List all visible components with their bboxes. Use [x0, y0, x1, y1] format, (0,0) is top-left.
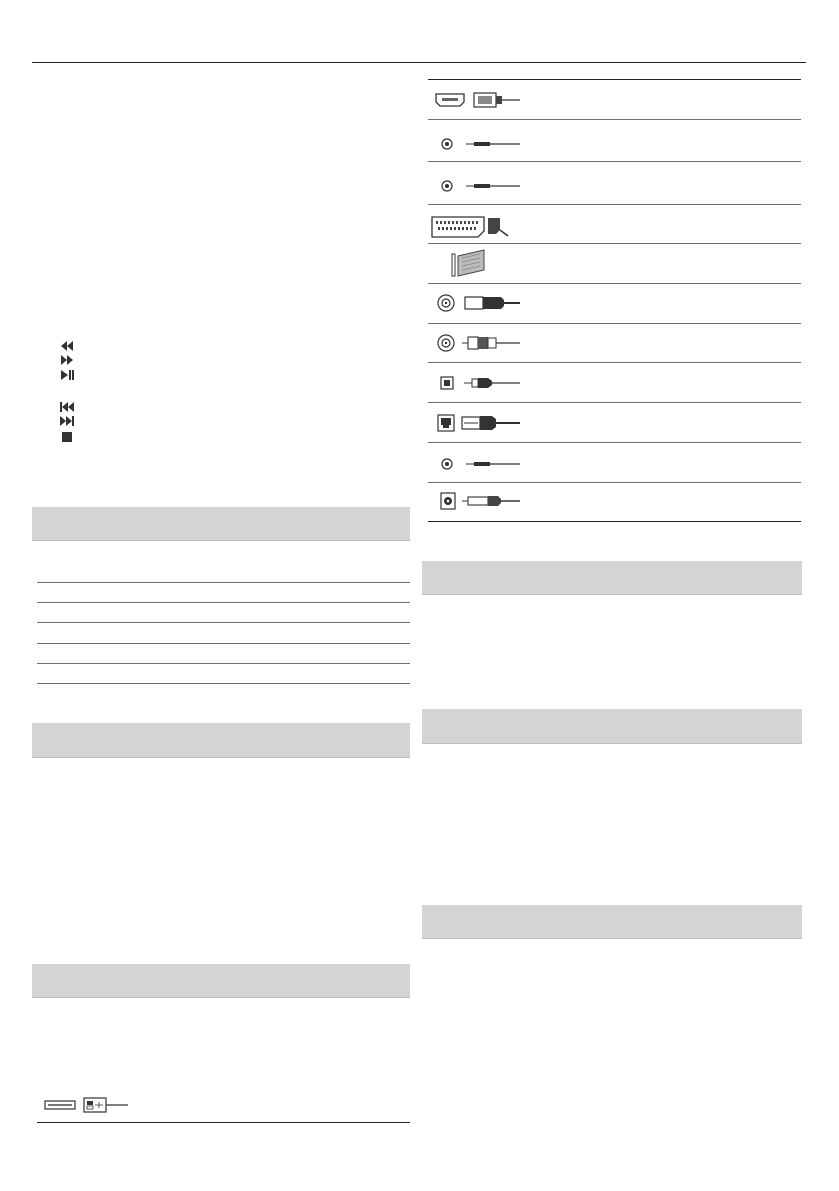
header-rule [32, 62, 806, 63]
skip-next-icon [60, 415, 74, 427]
dc-power-connector-icon [440, 491, 520, 511]
skip-previous-icon [60, 401, 74, 413]
headphone-jack-connector-icon [440, 456, 520, 472]
connector-row-divider [428, 362, 801, 363]
connector-row-divider [428, 442, 801, 443]
mini-jack-connector-icon [440, 136, 520, 152]
connector-row-divider [428, 283, 801, 284]
section-header-bar [422, 709, 802, 744]
table-row-divider [37, 643, 410, 644]
table-row-divider [37, 602, 410, 603]
section-header-bar [32, 964, 410, 998]
scart-connector-icon [430, 214, 512, 240]
fast-forward-icon [60, 354, 74, 366]
play-pause-icon [60, 369, 74, 381]
connector-table-top-rule [428, 79, 801, 80]
antenna-coax-connector-icon [436, 292, 520, 314]
table-row-divider [37, 683, 410, 684]
stop-icon [60, 431, 74, 443]
connector-row-divider [428, 402, 801, 403]
table-row-divider [37, 663, 410, 664]
section-header-bar [32, 507, 410, 541]
section-header-bar [422, 905, 802, 939]
connector-row-divider [428, 482, 801, 483]
connector-table-bottom-rule [428, 521, 801, 522]
rewind-icon [60, 340, 74, 352]
connector-row-divider [428, 161, 801, 162]
connector-row-divider [428, 323, 801, 324]
usb-table-bottom-rule [37, 1122, 410, 1123]
ethernet-lan-connector-icon [436, 412, 520, 434]
connector-row-divider [428, 119, 801, 120]
usb-connector-icon [44, 1096, 128, 1114]
table-row-divider [37, 582, 410, 583]
connector-row-divider [428, 204, 801, 205]
section-header-bar [422, 561, 802, 595]
mini-jack-connector-icon [440, 178, 520, 194]
connector-row-divider [428, 243, 801, 244]
section-header-bar [32, 723, 410, 758]
table-row-divider [37, 622, 410, 623]
ci-slot-card-icon [450, 248, 490, 278]
hdmi-connector-icon [434, 90, 520, 110]
satellite-f-connector-icon [436, 332, 520, 354]
optical-audio-connector-icon [440, 374, 520, 392]
